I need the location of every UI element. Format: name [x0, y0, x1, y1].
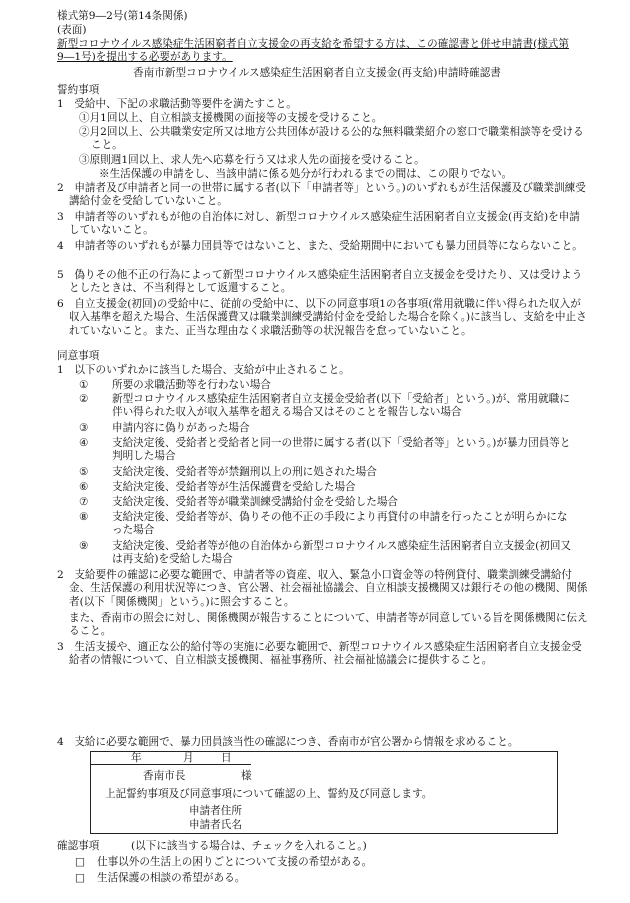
- checkbox-label: 仕事以外の生活上の困りごとについて支援の希望がある。: [97, 856, 373, 868]
- confirm-heading: 確認事項: [57, 840, 100, 852]
- consent-sub-number: ④: [79, 437, 89, 449]
- consent-item-2: 2 支給要件の確認に必要な範囲で、申請者等の資産、収入、緊急小口資金等の特例貸付、職業訓練受講給付金、生活保護の利用状況等につき、官公署、社会福祉協議会、自立相談支援機関又は銀行その他の機関、関係者(以下「関係機関」という。)に照会すること。: [57, 569, 588, 608]
- consent-sub-number: ⑧: [79, 511, 89, 523]
- pledge-item-2: 2 申請者及び申請者と同一の世帯に属する者(以下「申請者等」という。)のいずれもが生活保護及び職業訓練受講給付金を受給していないこと。: [57, 182, 586, 208]
- consent-sub-number: ③: [79, 422, 89, 434]
- confirm-instruction: (以下に該当する場合は、チェックを入れること。): [131, 840, 367, 852]
- consent-sub-number: ⑤: [79, 466, 89, 478]
- form-number: 様式第9―2号(第14条関係): [57, 10, 188, 22]
- consent-item-1: 1 以下のいずれかに該当した場合、支給が中止されること。: [57, 364, 350, 376]
- consent-sub-number: ⑨: [79, 540, 89, 552]
- pledge-item-6: 6 自立支援金(初回)の受給中に、従前の受給中に、以下の同意事項1の各事項(常用就職に伴い得られた収入が収入基準を超えた場合、生活保護費又は職業訓練受講給付金を受給した場合を除く。)に該当し、支給を中止されていないこと。また、正当な理由なく求職活動等の状況報告を怠っていないこと。: [57, 298, 587, 337]
- consent-sub-item: 支給決定後、受給者等が職業訓練受講給付金を受給した場合: [112, 496, 399, 508]
- pledge-item-4: 4 申請者等のいずれもが暴力団員等ではないこと、また、受給期間中においても暴力団員等にならないこと。: [57, 240, 583, 252]
- agreement-statement: 上記誓約事項及び同意事項について確認の上、誓約及び同意します。: [105, 788, 433, 800]
- consent-item-2-continued: また、香南市の照会に対し、関係機関が報告することについて、申請者等が同意している旨を関係機関に伝えること。: [69, 612, 588, 638]
- consent-sub-number: ①: [79, 379, 89, 391]
- consent-sub-number: ⑥: [79, 481, 89, 493]
- consent-sub-item: 新型コロナウイルス感染症生活困窮者自立支援金受給者(以下「受給者」という。)が、常用就職に伴い得られた収入が収入基準を超える場合又はそのことを報告しない場合: [112, 393, 570, 419]
- consent-sub-number: ⑦: [79, 496, 89, 508]
- pledge-heading: 誓約事項: [57, 84, 100, 96]
- consent-sub-number: ②: [79, 393, 89, 405]
- consent-sub-item: 支給決定後、受給者等が生活保護費を受給した場合: [112, 481, 356, 493]
- pledge-item-5: 5 偽りその他不正の行為によって新型コロナウイルス感染症生活困窮者自立支援金を受けたり、又は受けようとしたときは、不当利得として返還すること。: [57, 269, 583, 295]
- applicant-address-label[interactable]: 申請者住所: [189, 805, 242, 817]
- pledge-item-3: 3 申請者等のいずれもが他の自治体に対し、新型コロナウイルス感染症生活困窮者自立支援金(再支給)を申請していないこと。: [57, 211, 580, 237]
- consent-sub-item: 支給決定後、受給者等が禁錮刑以上の刑に処された場合: [112, 466, 377, 478]
- consent-sub-item: 支給決定後、受給者等が、偽りその他不正の手段により再貸付の申請を行ったことが明らかになった場合: [112, 511, 568, 537]
- consent-sub-item: 所要の求職活動等を行わない場合: [112, 379, 271, 391]
- pledge-item-1: 1 受給中、下記の求職活動等要件を満たすこと。: [57, 98, 297, 110]
- checkbox-welfare-consult[interactable]: □: [75, 872, 86, 884]
- signature-box: [90, 751, 558, 834]
- consent-item-3: 3 生活支援や、適正な公的給付等の実施に必要な範囲で、新型コロナウイルス感染症生活困窮者自立支援金受給者の情報について、自立相談支援機関、福祉事務所、社会福祉協議会に提供すること。: [57, 641, 582, 667]
- consent-sub-item: 支給決定後、受給者と受給者と同一の世帯に属する者(以下「受給者等」という。)が暴力団員等と判明した場合: [112, 437, 571, 463]
- addressee-label: 香南市長: [143, 770, 186, 782]
- consent-item-4: 4 支給に必要な範囲で、暴力団員該当性の確認につき、香南市が官公署から情報を求めること。: [57, 736, 519, 748]
- date-day-label: 日: [221, 752, 232, 764]
- date-underline: [91, 764, 251, 765]
- date-year-label: 年: [131, 752, 142, 764]
- consent-sub-item: 申請内容に偽りがあった場合: [112, 422, 250, 434]
- submission-notice: 新型コロナウイルス感染症生活困窮者自立支援金の再支給を希望する方は、この確認書と併せ申請書(様式第9―1号)を提出する必要があります。: [57, 38, 569, 64]
- pledge-item-1-a: ①月1回以上、自立相談支援機関の面接等の支援を受けること。: [79, 112, 383, 124]
- consent-heading: 同意事項: [57, 350, 100, 362]
- checkbox-support-request[interactable]: □: [75, 856, 86, 868]
- consent-sub-item: 支給決定後、受給者等が他の自治体から新型コロナウイルス感染症生活困窮者自立支援金(初回又は再支給)を受給した場合: [112, 540, 572, 566]
- document-title: 香南市新型コロナウイルス感染症生活困窮者自立支援金(再支給)申請時確認書: [133, 67, 501, 79]
- date-month-label: 月: [183, 752, 194, 764]
- pledge-item-1-c: ③原則週1回以上、求人先へ応募を行う又は求人先の面接を受けること。: [79, 154, 425, 166]
- honorific-label: 様: [241, 770, 252, 782]
- checkbox-label: 生活保護の相談の希望がある。: [97, 872, 246, 884]
- pledge-item-1-b: ②月2回以上、公共職業安定所又は地方公共団体が設ける公的な無料職業紹介の窓口で職業相談等を受けること。: [79, 126, 584, 152]
- pledge-item-1-note: ※生活保護の申請をし、当該申請に係る処分が行われるまでの間は、この限りでない。: [99, 168, 513, 180]
- applicant-name-label[interactable]: 申請者氏名: [189, 819, 242, 831]
- page-side-label: (表面): [57, 24, 87, 36]
